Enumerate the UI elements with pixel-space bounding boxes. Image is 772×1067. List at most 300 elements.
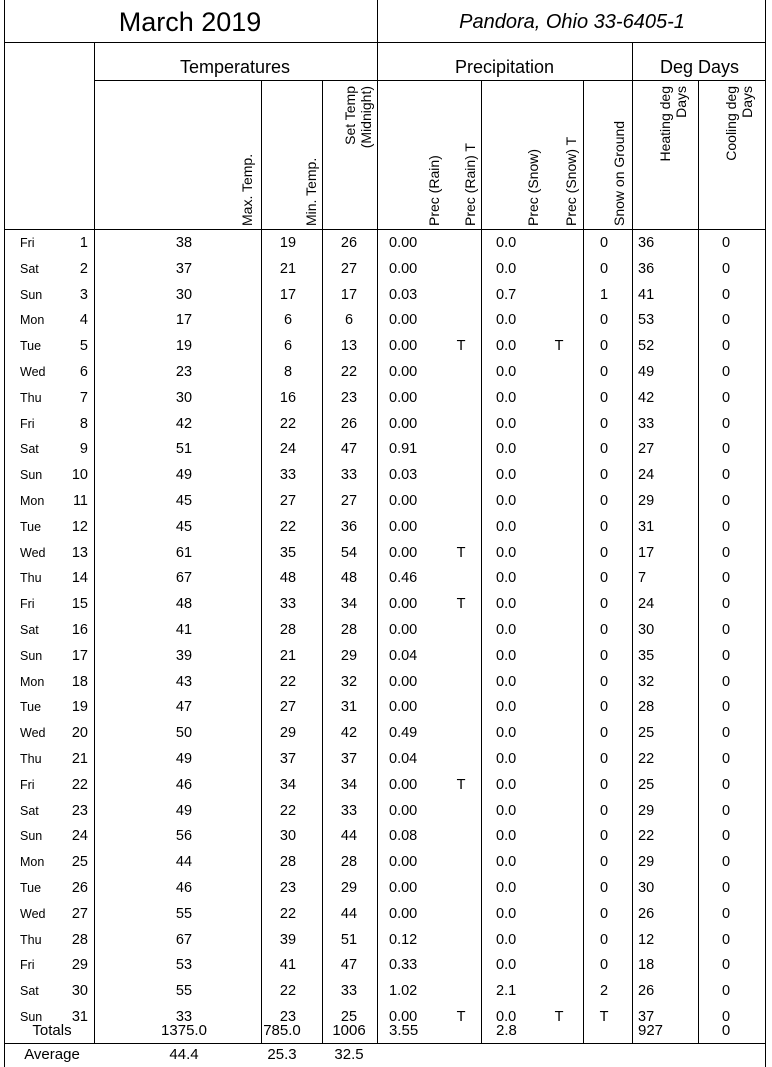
prec-rain-t-cell bbox=[453, 695, 469, 719]
prec-rain-t-cell bbox=[453, 979, 469, 1003]
cooling-dd-cell: 0 bbox=[721, 364, 731, 380]
heating-dd-cell: 24 bbox=[638, 467, 655, 484]
set-temp-cell: 6 bbox=[344, 312, 354, 329]
prec-rain-cell: 0.12 bbox=[389, 931, 418, 948]
col-cooling bbox=[723, 86, 755, 226]
min-temp-cell: 21 bbox=[279, 260, 297, 277]
min-temp-cell: 23 bbox=[279, 1009, 297, 1025]
min-temp-cell: 17 bbox=[279, 286, 297, 303]
climate-sheet bbox=[4, 0, 766, 1067]
prec-snow-t-cell bbox=[551, 489, 567, 513]
prec-rain-cell: 0.91 bbox=[389, 441, 418, 458]
prec-rain-cell: 0.00 bbox=[389, 673, 418, 690]
cooling-dd-cell: 0 bbox=[721, 905, 731, 922]
day-number-cell: 25 bbox=[71, 854, 88, 871]
max-temp-cell: 45 bbox=[175, 493, 193, 509]
prec-snow-t-cell bbox=[551, 953, 567, 977]
min-temp-cell: 24 bbox=[279, 441, 297, 458]
totals-set-temp: 1006 bbox=[332, 1022, 366, 1039]
heating-dd-cell: 29 bbox=[638, 802, 655, 819]
cooling-dd-cell: 0 bbox=[721, 286, 731, 303]
set-temp-cell: 26 bbox=[340, 415, 358, 432]
set-temp-cell: 25 bbox=[340, 1009, 358, 1025]
min-temp-cell: 27 bbox=[279, 699, 297, 716]
prec-snow-cell: 0.0 bbox=[496, 441, 517, 458]
day-of-week-cell: Thu bbox=[20, 752, 42, 766]
table-row bbox=[4, 515, 766, 541]
group-rule bbox=[94, 80, 766, 81]
day-of-week-cell: Tue bbox=[20, 700, 42, 715]
snow-ground-cell: 0 bbox=[599, 673, 609, 690]
set-temp-cell: 33 bbox=[340, 983, 358, 1000]
table-row bbox=[4, 979, 766, 1005]
snow-ground-cell: 0 bbox=[599, 905, 609, 922]
snow-ground-cell: 0 bbox=[599, 338, 609, 355]
min-temp-cell: 22 bbox=[279, 415, 297, 432]
prec-rain-cell: 0.00 bbox=[389, 776, 418, 793]
day-number-cell: 1 bbox=[79, 235, 88, 251]
snow-ground-cell: 0 bbox=[599, 493, 609, 509]
min-temp-cell: 28 bbox=[279, 622, 297, 638]
col-prec-rain bbox=[426, 86, 442, 226]
prec-snow-t-cell bbox=[551, 902, 567, 926]
day-number-cell: 16 bbox=[71, 622, 88, 638]
prec-snow-cell: 0.0 bbox=[496, 312, 517, 329]
set-temp-cell: 34 bbox=[340, 776, 358, 793]
prec-snow-cell: 0.0 bbox=[496, 544, 517, 561]
day-number-cell: 31 bbox=[71, 1009, 88, 1025]
set-temp-cell: 42 bbox=[340, 725, 358, 742]
prec-rain-t-cell bbox=[453, 566, 469, 590]
prec-rain-cell: 0.04 bbox=[389, 647, 418, 664]
heating-dd-cell: 7 bbox=[638, 570, 647, 587]
prec-rain-t-cell bbox=[453, 721, 469, 745]
cooling-dd-cell: 0 bbox=[721, 570, 731, 587]
set-temp-cell: 31 bbox=[340, 699, 358, 716]
cooling-dd-cell: 0 bbox=[721, 544, 731, 561]
heating-dd-cell: 29 bbox=[638, 854, 655, 871]
set-temp-cell: 47 bbox=[340, 957, 358, 974]
cooling-dd-cell: 0 bbox=[721, 751, 731, 767]
col-min-temp bbox=[303, 86, 319, 226]
day-number-cell: 26 bbox=[71, 880, 88, 896]
max-temp-cell: 46 bbox=[175, 776, 193, 793]
set-temp-cell: 36 bbox=[340, 518, 358, 535]
max-temp-cell: 47 bbox=[175, 699, 193, 716]
prec-snow-t-cell bbox=[551, 437, 567, 461]
day-number-cell: 23 bbox=[71, 802, 88, 819]
heating-dd-cell: 17 bbox=[638, 544, 655, 561]
border-left bbox=[4, 0, 5, 1067]
prec-snow-cell: 0.0 bbox=[496, 802, 517, 819]
prec-snow-cell: 0.0 bbox=[496, 467, 517, 484]
day-of-week-cell: Wed bbox=[20, 545, 46, 560]
prec-snow-cell: 0.0 bbox=[496, 854, 517, 871]
prec-rain-t-cell bbox=[453, 515, 469, 539]
max-temp-cell: 48 bbox=[175, 596, 193, 613]
prec-snow-cell: 0.0 bbox=[496, 364, 517, 380]
set-temp-cell: 28 bbox=[340, 854, 358, 871]
prec-rain-cell: 1.02 bbox=[389, 983, 418, 1000]
prec-rain-t-cell bbox=[453, 463, 469, 487]
max-temp-cell: 61 bbox=[175, 544, 193, 561]
heating-dd-cell: 53 bbox=[638, 312, 655, 329]
table-row bbox=[4, 747, 766, 773]
col-snow-ground bbox=[611, 86, 627, 226]
column-header-rule bbox=[4, 229, 766, 230]
heating-dd-cell: 26 bbox=[638, 905, 655, 922]
min-temp-cell: 8 bbox=[283, 364, 293, 380]
table-row bbox=[4, 231, 766, 257]
prec-snow-t-cell bbox=[551, 386, 567, 410]
prec-snow-cell: 0.0 bbox=[496, 828, 517, 845]
day-of-week-cell: Fri bbox=[20, 777, 35, 792]
day-number-cell: 28 bbox=[71, 931, 88, 948]
prec-snow-cell: 0.0 bbox=[496, 235, 517, 251]
table-row bbox=[4, 721, 766, 747]
day-of-week-cell: Sun bbox=[20, 1010, 43, 1024]
set-temp-cell: 27 bbox=[340, 260, 358, 277]
prec-rain-t-cell bbox=[453, 953, 469, 977]
prec-rain-t-cell bbox=[453, 412, 469, 436]
cooling-dd-cell: 0 bbox=[721, 312, 731, 329]
page-title: March 2019 bbox=[118, 7, 262, 37]
heating-dd-cell: 49 bbox=[638, 364, 655, 380]
prec-snow-cell: 0.0 bbox=[496, 776, 517, 793]
prec-rain-cell: 0.00 bbox=[389, 235, 418, 251]
min-temp-cell: 22 bbox=[279, 518, 297, 535]
snow-ground-cell: 0 bbox=[599, 880, 609, 896]
col-prec-rain-t-line-1: Prec (Rain) T bbox=[462, 143, 478, 226]
prec-snow-cell: 0.0 bbox=[496, 880, 517, 896]
min-temp-cell: 22 bbox=[279, 905, 297, 922]
prec-snow-t-cell bbox=[551, 618, 567, 642]
snow-ground-cell: T bbox=[599, 1009, 609, 1025]
day-of-week-cell: Thu bbox=[20, 571, 42, 586]
day-number-cell: 20 bbox=[71, 725, 88, 742]
day-of-week-cell: Sun bbox=[20, 287, 43, 302]
max-temp-cell: 38 bbox=[175, 235, 193, 251]
col-prec-snow bbox=[525, 86, 541, 226]
heating-dd-cell: 30 bbox=[638, 880, 655, 896]
prec-rain-t-cell: T bbox=[456, 544, 466, 561]
totals-label: Totals bbox=[32, 1022, 72, 1039]
day-of-week-cell: Mon bbox=[20, 674, 45, 689]
heating-dd-cell: 22 bbox=[638, 751, 655, 767]
snow-ground-cell: 0 bbox=[599, 828, 609, 845]
max-temp-cell: 23 bbox=[175, 364, 193, 380]
prec-rain-cell: 0.03 bbox=[389, 467, 418, 484]
day-of-week-cell: Sat bbox=[20, 442, 39, 457]
prec-snow-cell: 0.0 bbox=[496, 905, 517, 922]
prec-rain-t-cell bbox=[453, 850, 469, 874]
prec-snow-t-cell bbox=[551, 412, 567, 436]
prec-rain-t-cell bbox=[453, 824, 469, 848]
snow-ground-cell: 0 bbox=[599, 364, 609, 380]
prec-snow-t-cell bbox=[551, 824, 567, 848]
set-temp-cell: 47 bbox=[340, 441, 358, 458]
snow-ground-cell: 0 bbox=[599, 622, 609, 638]
set-temp-cell: 48 bbox=[340, 570, 358, 587]
vline-day bbox=[94, 42, 95, 1043]
day-of-week-cell: Sun bbox=[20, 829, 43, 844]
heating-dd-cell: 18 bbox=[638, 957, 655, 974]
cooling-dd-cell: 0 bbox=[721, 415, 731, 432]
prec-rain-cell: 0.00 bbox=[389, 880, 418, 896]
day-number-cell: 3 bbox=[79, 286, 88, 303]
max-temp-cell: 30 bbox=[175, 286, 193, 303]
set-temp-cell: 28 bbox=[340, 622, 358, 638]
table-row bbox=[4, 463, 766, 489]
day-number-cell: 30 bbox=[71, 983, 88, 1000]
day-number-cell: 21 bbox=[71, 751, 88, 767]
cooling-dd-cell: 0 bbox=[721, 389, 731, 406]
prec-snow-t-cell bbox=[551, 773, 567, 797]
cooling-dd-cell: 0 bbox=[721, 828, 731, 845]
min-temp-cell: 37 bbox=[279, 751, 297, 767]
set-temp-cell: 44 bbox=[340, 905, 358, 922]
col-prec-snow-t bbox=[563, 86, 579, 226]
prec-snow-t-cell bbox=[551, 928, 567, 952]
max-temp-cell: 49 bbox=[175, 751, 193, 767]
max-temp-cell: 30 bbox=[175, 389, 193, 406]
prec-snow-cell: 0.0 bbox=[496, 596, 517, 613]
col-heating-line-2: Days bbox=[673, 86, 689, 118]
prec-rain-t-cell bbox=[453, 283, 469, 307]
prec-snow-cell: 0.0 bbox=[496, 415, 517, 432]
cooling-dd-cell: 0 bbox=[721, 931, 731, 948]
prec-rain-t-cell: T bbox=[456, 776, 466, 793]
snow-ground-cell: 0 bbox=[599, 596, 609, 613]
day-of-week-cell: Fri bbox=[20, 236, 35, 250]
group-precipitation: Precipitation bbox=[454, 57, 555, 77]
totals-heating-dd: 927 bbox=[638, 1022, 664, 1039]
cooling-dd-cell: 0 bbox=[721, 673, 731, 690]
prec-snow-t-cell bbox=[551, 566, 567, 590]
prec-snow-t-cell bbox=[551, 799, 567, 823]
prec-rain-cell: 0.33 bbox=[389, 957, 418, 974]
prec-snow-t-cell: T bbox=[554, 1009, 564, 1025]
min-temp-cell: 19 bbox=[279, 235, 297, 251]
min-temp-cell: 41 bbox=[279, 957, 297, 974]
cooling-dd-cell: 0 bbox=[721, 493, 731, 509]
heating-dd-cell: 52 bbox=[638, 338, 655, 355]
title-divider bbox=[377, 0, 378, 1043]
prec-snow-t-cell bbox=[551, 721, 567, 745]
cooling-dd-cell: 0 bbox=[721, 260, 731, 277]
table-row bbox=[4, 618, 766, 644]
prec-rain-cell: 0.00 bbox=[389, 699, 418, 716]
vline-min bbox=[322, 80, 323, 1043]
prec-rain-cell: 0.00 bbox=[389, 596, 418, 613]
day-of-week-cell: Sat bbox=[20, 261, 39, 276]
col-max-temp-line-1: Max. Temp. bbox=[239, 153, 255, 226]
vline-rain bbox=[481, 80, 482, 1043]
prec-snow-t-cell bbox=[551, 850, 567, 874]
cooling-dd-cell: 0 bbox=[721, 518, 731, 535]
prec-rain-cell: 0.00 bbox=[389, 260, 418, 277]
prec-snow-t-cell bbox=[551, 231, 567, 255]
prec-snow-t-cell bbox=[551, 747, 567, 771]
prec-snow-cell: 0.0 bbox=[496, 751, 517, 767]
table-row bbox=[4, 592, 766, 618]
table-row bbox=[4, 283, 766, 309]
min-temp-cell: 35 bbox=[279, 544, 297, 561]
max-temp-cell: 49 bbox=[175, 802, 193, 819]
day-of-week-cell: Sun bbox=[20, 468, 43, 483]
min-temp-cell: 6 bbox=[283, 338, 293, 355]
prec-rain-t-cell: T bbox=[456, 596, 466, 613]
prec-snow-cell: 0.0 bbox=[496, 493, 517, 509]
table-row bbox=[4, 799, 766, 825]
prec-rain-t-cell bbox=[453, 437, 469, 461]
prec-rain-t-cell bbox=[453, 618, 469, 642]
prec-rain-t-cell bbox=[453, 360, 469, 384]
cooling-dd-cell: 0 bbox=[721, 441, 731, 458]
day-number-cell: 17 bbox=[71, 647, 88, 664]
day-of-week-cell: Thu bbox=[20, 390, 42, 405]
vline-max bbox=[261, 80, 262, 1043]
day-of-week-cell: Sat bbox=[20, 803, 39, 818]
day-number-cell: 24 bbox=[71, 828, 88, 845]
snow-ground-cell: 0 bbox=[599, 544, 609, 561]
max-temp-cell: 42 bbox=[175, 415, 193, 432]
snow-ground-cell: 0 bbox=[599, 467, 609, 484]
day-number-cell: 15 bbox=[71, 596, 88, 613]
prec-rain-cell: 0.00 bbox=[389, 905, 418, 922]
heating-dd-cell: 25 bbox=[638, 776, 655, 793]
prec-snow-t-cell bbox=[551, 283, 567, 307]
max-temp-cell: 56 bbox=[175, 828, 193, 845]
max-temp-cell: 67 bbox=[175, 931, 193, 948]
prec-rain-cell: 0.00 bbox=[389, 493, 418, 509]
snow-ground-cell: 0 bbox=[599, 260, 609, 277]
col-cooling-line-2: Days bbox=[739, 86, 755, 118]
min-temp-cell: 27 bbox=[279, 493, 297, 509]
totals-max-temp: 1375.0 bbox=[161, 1022, 207, 1039]
max-temp-cell: 19 bbox=[175, 338, 193, 355]
heating-dd-cell: 29 bbox=[638, 493, 655, 509]
table-row bbox=[4, 670, 766, 696]
day-number-cell: 9 bbox=[79, 441, 88, 458]
table-row bbox=[4, 386, 766, 412]
max-temp-cell: 39 bbox=[175, 647, 193, 664]
col-prec-rain-line-1: Prec (Rain) bbox=[426, 155, 442, 226]
col-set-temp bbox=[342, 86, 374, 226]
day-number-cell: 10 bbox=[71, 467, 88, 484]
prec-snow-t-cell bbox=[551, 876, 567, 900]
heating-dd-cell: 12 bbox=[638, 931, 655, 948]
day-of-week-cell: Tue bbox=[20, 881, 42, 895]
set-temp-cell: 29 bbox=[340, 880, 358, 896]
max-temp-cell: 41 bbox=[175, 622, 193, 638]
table-row bbox=[4, 876, 766, 902]
prec-snow-cell: 0.0 bbox=[496, 931, 517, 948]
min-temp-cell: 22 bbox=[279, 983, 297, 1000]
prec-rain-t-cell bbox=[453, 799, 469, 823]
prec-rain-t-cell bbox=[453, 644, 469, 668]
cooling-dd-cell: 0 bbox=[721, 802, 731, 819]
cooling-dd-cell: 0 bbox=[721, 957, 731, 974]
vline-snow bbox=[583, 80, 584, 1043]
day-number-cell: 12 bbox=[71, 518, 88, 535]
table-row bbox=[4, 489, 766, 515]
cooling-dd-cell: 0 bbox=[721, 235, 731, 251]
day-number-cell: 5 bbox=[79, 338, 88, 355]
prec-snow-t-cell bbox=[551, 979, 567, 1003]
prec-snow-cell: 0.0 bbox=[496, 1009, 517, 1025]
prec-rain-cell: 0.00 bbox=[389, 1009, 418, 1025]
prec-rain-cell: 0.00 bbox=[389, 544, 418, 561]
min-temp-cell: 30 bbox=[279, 828, 297, 845]
prec-snow-t-cell bbox=[551, 592, 567, 616]
table-row bbox=[4, 928, 766, 954]
heating-dd-cell: 31 bbox=[638, 518, 655, 535]
snow-ground-cell: 0 bbox=[599, 389, 609, 406]
col-prec-snow-line-1: Prec (Snow) bbox=[525, 148, 541, 226]
table-row bbox=[4, 308, 766, 334]
prec-rain-t-cell bbox=[453, 489, 469, 513]
set-temp-cell: 33 bbox=[340, 467, 358, 484]
prec-snow-t-cell bbox=[551, 308, 567, 332]
col-set-temp-line-2: (Midnight) bbox=[358, 86, 374, 149]
heating-dd-cell: 37 bbox=[638, 1009, 655, 1025]
prec-snow-cell: 0.0 bbox=[496, 647, 517, 664]
set-temp-cell: 13 bbox=[340, 338, 358, 355]
prec-rain-cell: 0.04 bbox=[389, 751, 418, 767]
prec-snow-cell: 0.0 bbox=[496, 673, 517, 690]
prec-snow-cell: 0.0 bbox=[496, 260, 517, 277]
max-temp-cell: 44 bbox=[175, 854, 193, 871]
cooling-dd-cell: 0 bbox=[721, 880, 731, 896]
prec-rain-t-cell bbox=[453, 231, 469, 255]
prec-snow-cell: 0.0 bbox=[496, 699, 517, 716]
average-min-temp: 25.3 bbox=[267, 1046, 297, 1063]
day-number-cell: 6 bbox=[79, 364, 88, 380]
snow-ground-cell: 1 bbox=[599, 286, 609, 303]
col-max-temp bbox=[239, 86, 255, 226]
cooling-dd-cell: 0 bbox=[721, 725, 731, 742]
max-temp-cell: 33 bbox=[175, 1009, 193, 1025]
day-of-week-cell: Fri bbox=[20, 416, 35, 431]
table-row bbox=[4, 437, 766, 463]
table-row bbox=[4, 257, 766, 283]
heating-dd-cell: 32 bbox=[638, 673, 655, 690]
max-temp-cell: 17 bbox=[175, 312, 193, 329]
heating-dd-cell: 35 bbox=[638, 647, 655, 664]
max-temp-cell: 55 bbox=[175, 905, 193, 922]
min-temp-cell: 33 bbox=[279, 467, 297, 484]
prec-rain-cell: 0.00 bbox=[389, 389, 418, 406]
max-temp-cell: 67 bbox=[175, 570, 193, 587]
prec-snow-cell: 0.0 bbox=[496, 389, 517, 406]
col-heating bbox=[657, 86, 689, 226]
day-of-week-cell: Fri bbox=[20, 597, 35, 612]
prec-snow-cell: 0.0 bbox=[496, 725, 517, 742]
cooling-dd-cell: 0 bbox=[721, 983, 731, 1000]
heating-dd-cell: 42 bbox=[638, 389, 655, 406]
table-row bbox=[4, 360, 766, 386]
day-of-week-cell: Wed bbox=[20, 726, 46, 741]
prec-rain-t-cell bbox=[453, 928, 469, 952]
cooling-dd-cell: 0 bbox=[721, 1009, 731, 1025]
average-max-temp: 44.4 bbox=[169, 1046, 199, 1063]
min-temp-cell: 6 bbox=[283, 312, 293, 329]
heating-dd-cell: 28 bbox=[638, 699, 655, 716]
totals-prec-snow: 2.8 bbox=[496, 1022, 517, 1039]
totals-cooling-dd: 0 bbox=[721, 1022, 731, 1039]
set-temp-cell: 44 bbox=[340, 828, 358, 845]
